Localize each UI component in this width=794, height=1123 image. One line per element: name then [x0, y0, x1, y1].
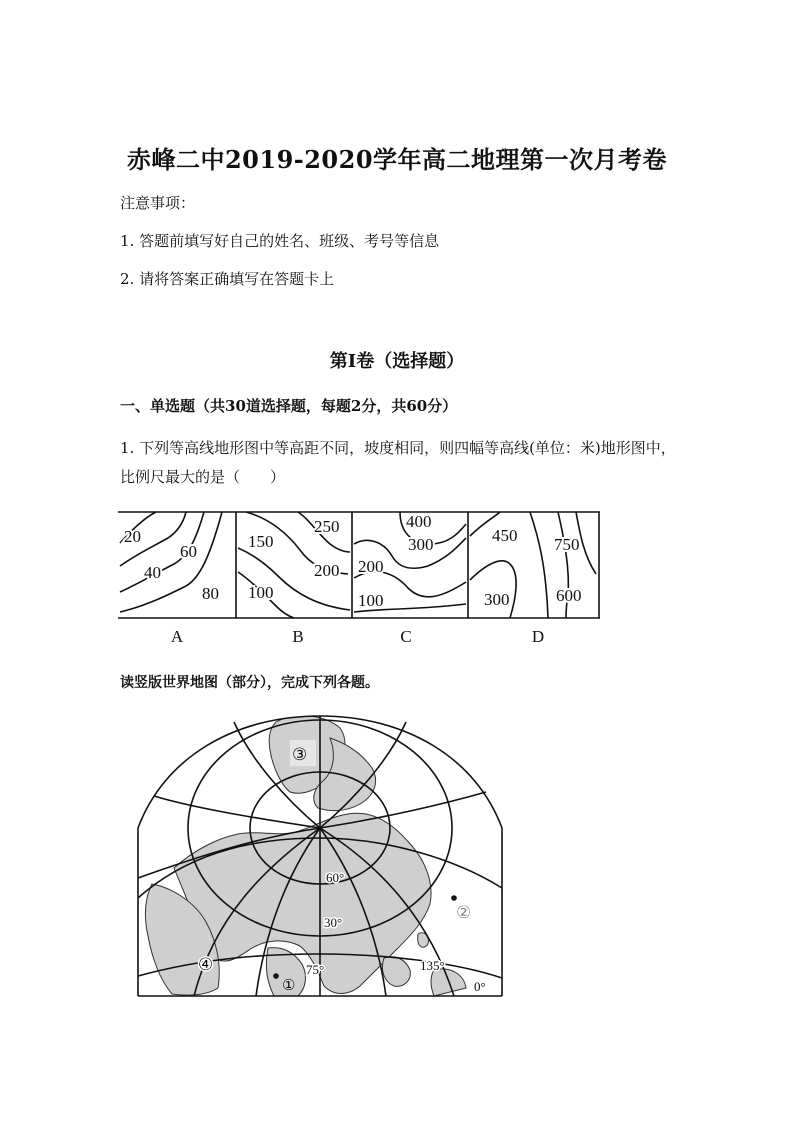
marker-4: ④ [198, 955, 214, 974]
contour-label: 400 [406, 512, 432, 531]
contour-label: 150 [248, 532, 274, 551]
notice-item: 2. 请将答案正确填写在答题卡上 [120, 270, 335, 288]
notice-item: 1. 答题前填写好自己的姓名、班级、考号等信息 [120, 232, 440, 250]
contour-label: 300 [408, 535, 434, 554]
world-map-figure [134, 708, 506, 1000]
contour-label: 60 [180, 542, 197, 561]
contour-label: 250 [314, 517, 340, 536]
marker-1: ① [282, 978, 296, 994]
question-1: 1. 下列等高线地形图中等高距不同，坡度相同，则四幅等高线(单位：米)地形图中，比例尺最大的是（ ） [120, 439, 676, 486]
panel-letter-a: A [170, 627, 184, 646]
contour-label: 40 [144, 563, 161, 582]
contour-label: 200 [358, 557, 384, 576]
contour-map-figure [118, 508, 604, 653]
longitude-label: 75° [306, 962, 325, 977]
map-intro: 读竖版世界地图（部分），完成下列各题。 [120, 675, 379, 691]
marker-3: ③ [292, 745, 308, 764]
contour-label: 600 [556, 586, 582, 605]
longitude-label: 135° [420, 958, 445, 973]
latitude-label: 60° [326, 870, 345, 885]
longitude-label: 0° [474, 979, 486, 994]
panel-letter-b: B [292, 627, 304, 646]
panel-letter-d: D [531, 627, 545, 646]
contour-label: 300 [484, 590, 510, 609]
contour-label: 20 [124, 527, 141, 546]
page-title: 赤峰二中2019-2020学年高二地理第一次月考卷 [126, 145, 668, 174]
panel-letter-c: C [400, 627, 412, 646]
marker-2: ② [456, 903, 472, 922]
notice-heading: 注意事项： [120, 194, 196, 212]
contour-label: 750 [554, 535, 580, 554]
contour-label: 100 [248, 583, 274, 602]
latitude-label: 30° [324, 915, 343, 930]
section-title: 第Ⅰ卷（选择题） [329, 351, 465, 372]
contour-label: 80 [202, 584, 219, 603]
contour-label: 200 [314, 561, 340, 580]
contour-label: 100 [358, 591, 384, 610]
part-heading: 一、单选题（共30道选择题，每题2分，共60分） [120, 397, 458, 415]
contour-label: 450 [492, 526, 518, 545]
